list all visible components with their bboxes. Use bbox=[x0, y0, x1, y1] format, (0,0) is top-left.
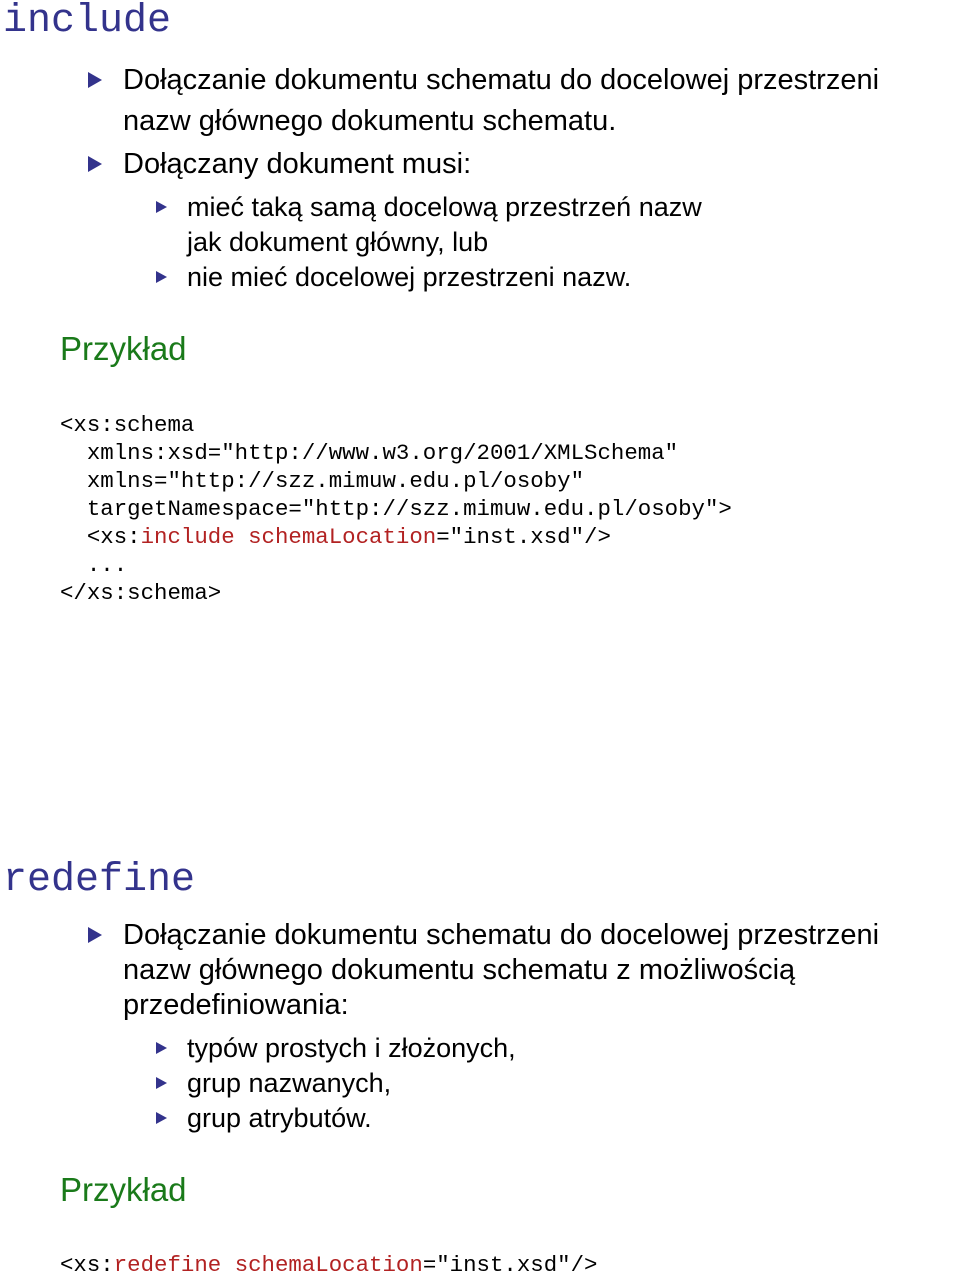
include-title: include bbox=[3, 0, 172, 44]
subbullet-text-line: nie mieć docelowej przestrzeni nazw. bbox=[187, 262, 632, 292]
subbullet-text-line: typów prostych i złożonych, bbox=[187, 1033, 516, 1063]
subbullet-triangle-icon bbox=[156, 271, 167, 283]
code-line: targetNamespace="http://szz.mimuw.edu.pl/osoby"> bbox=[60, 496, 732, 522]
bullet-text-line: nazw głównego dokumentu schematu z możliwością bbox=[123, 954, 796, 986]
bullet-text-line: Dołączanie dokumentu schematu do docelowej przestrzeni bbox=[123, 919, 880, 951]
code-token: ="inst.xsd"/> bbox=[422, 1252, 598, 1278]
code-token: <xs: bbox=[60, 1252, 114, 1278]
code-token bbox=[235, 524, 248, 550]
code-keyword: schemaLocation bbox=[234, 1252, 423, 1278]
subbullet-text-line: mieć taką samą docelową przestrzeń nazw bbox=[187, 192, 702, 222]
subbullet-text-line: jak dokument główny, lub bbox=[187, 227, 489, 257]
bullet-text-line: przedefiniowania: bbox=[123, 989, 349, 1021]
subbullet-text-line: grup atrybutów. bbox=[187, 1103, 372, 1133]
subbullet-triangle-icon bbox=[156, 1077, 167, 1089]
code-line bbox=[60, 524, 611, 550]
bullet-triangle-icon bbox=[88, 72, 102, 88]
bullet-text-line: nazw głównego dokumentu schematu. bbox=[123, 105, 617, 137]
subbullet-triangle-icon bbox=[156, 201, 167, 213]
include-code-block bbox=[60, 411, 732, 607]
code-keyword: schemaLocation bbox=[248, 524, 437, 550]
code-token: ="inst.xsd"/> bbox=[436, 524, 611, 550]
redefine-title: redefine bbox=[3, 858, 196, 903]
code-token: <xs: bbox=[60, 524, 141, 550]
code-line: ... bbox=[60, 552, 128, 578]
include-example-title: Przykład bbox=[60, 330, 187, 367]
code-line: <xs:schema bbox=[60, 412, 195, 438]
code-token bbox=[221, 1252, 234, 1278]
bullet-text-line: Dołączanie dokumentu schematu do docelowej przestrzeni bbox=[123, 64, 880, 96]
bullet-triangle-icon bbox=[88, 156, 102, 172]
bullet-text-line: Dołączany dokument musi: bbox=[123, 148, 472, 180]
subbullet-text-line: grup nazwanych, bbox=[187, 1068, 392, 1098]
subbullet-triangle-icon bbox=[156, 1042, 167, 1054]
code-line: xmlns="http://szz.mimuw.edu.pl/osoby" bbox=[60, 468, 585, 494]
code-line: xmlns:xsd="http://www.w3.org/2001/XMLSchema" bbox=[60, 440, 679, 466]
redefine-section bbox=[0, 855, 960, 1278]
code-keyword: redefine bbox=[113, 1252, 222, 1278]
code-line: </xs:schema> bbox=[60, 580, 222, 606]
redefine-example-title: Przykład bbox=[60, 1171, 187, 1208]
code-keyword: include bbox=[140, 524, 235, 550]
code-line bbox=[60, 1252, 598, 1278]
include-section bbox=[0, 0, 960, 620]
redefine-code-block bbox=[60, 1251, 598, 1279]
subbullet-triangle-icon bbox=[156, 1112, 167, 1124]
bullet-triangle-icon bbox=[88, 927, 102, 943]
